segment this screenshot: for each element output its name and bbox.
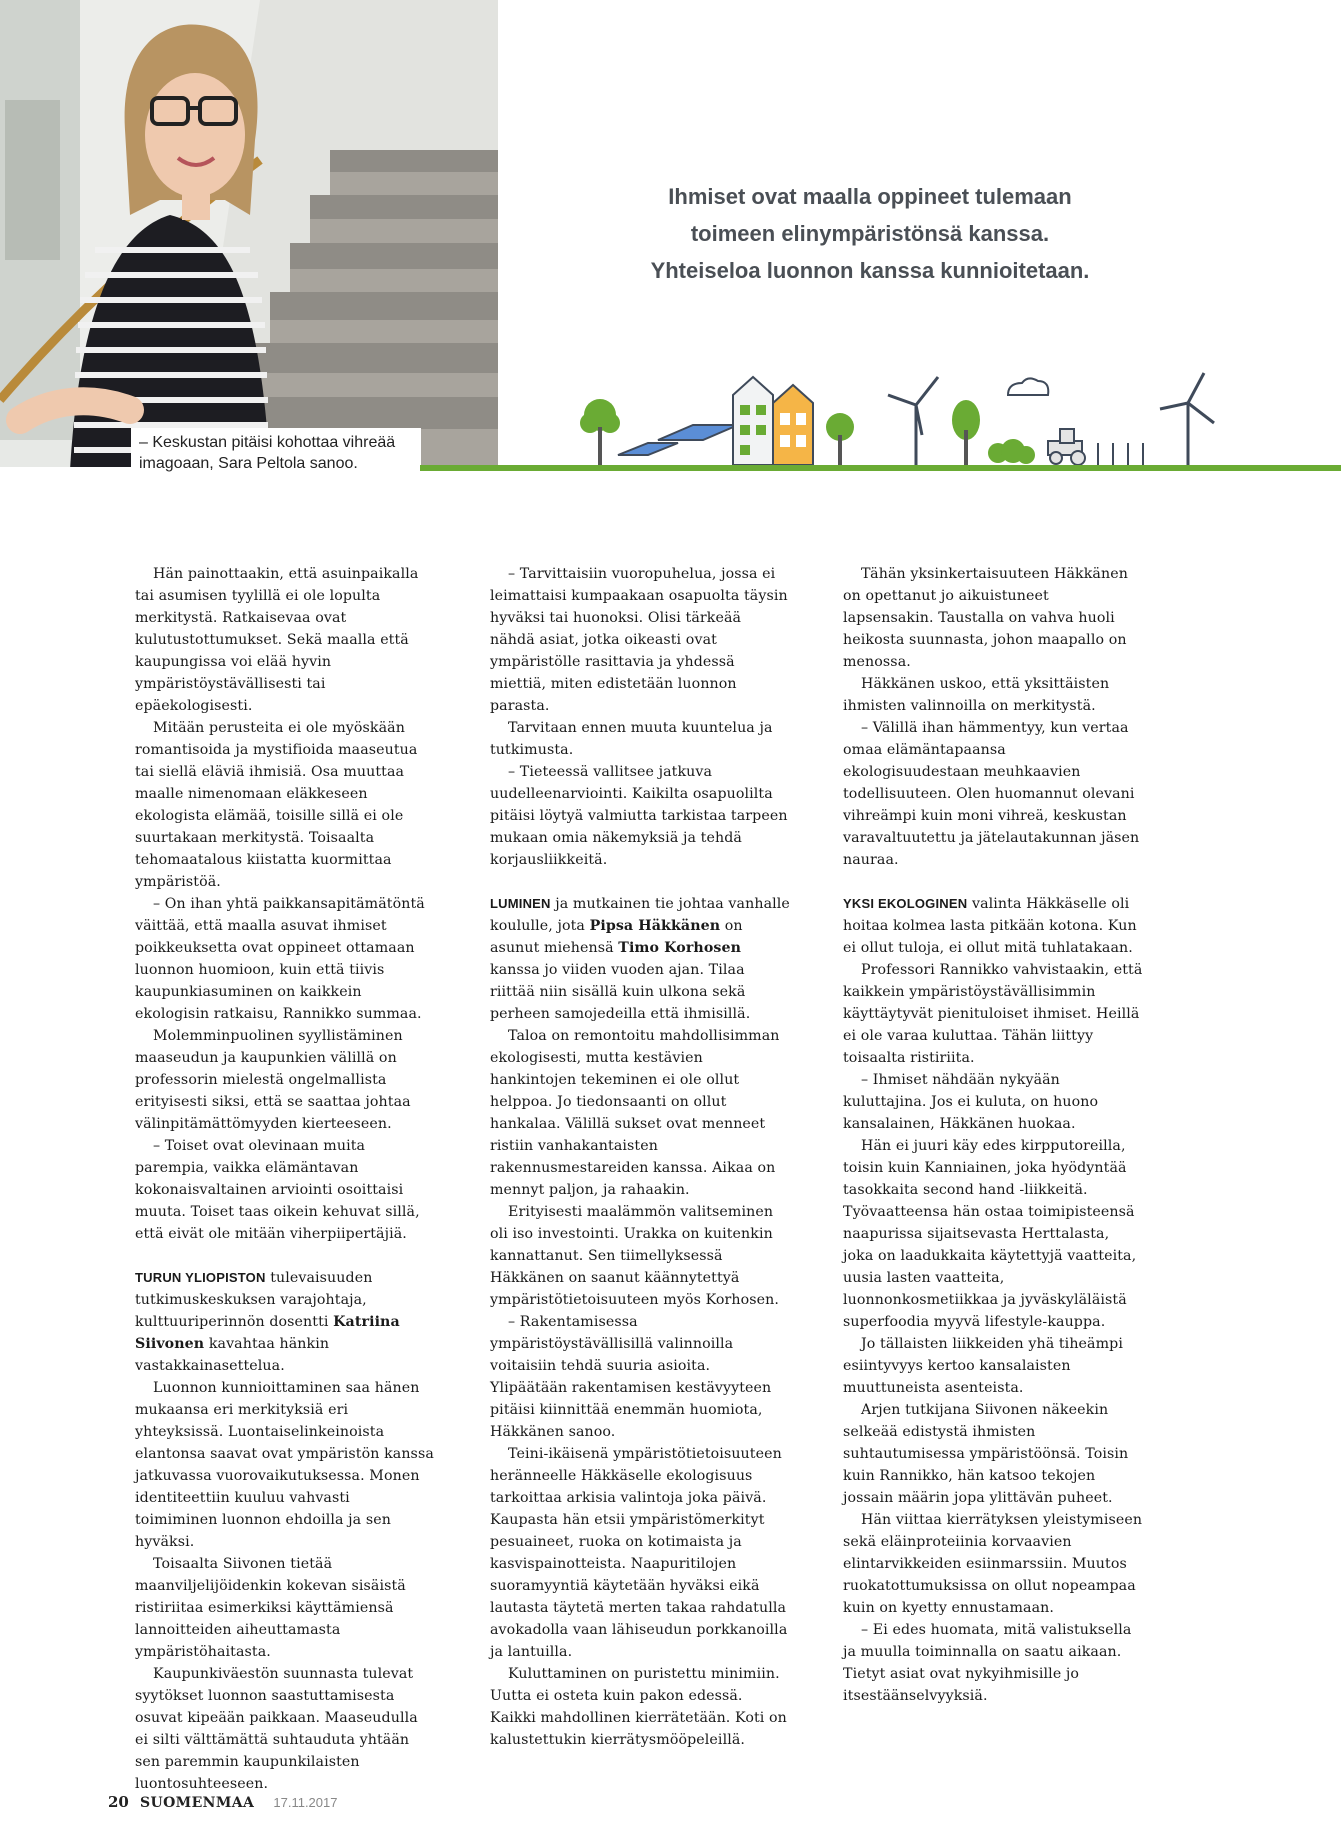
caption-line: imagoaan, Sara Peltola sanoo. bbox=[139, 455, 358, 472]
photo-caption bbox=[131, 428, 421, 473]
tree-icon bbox=[580, 399, 620, 465]
section-paragraph bbox=[843, 893, 1143, 959]
section-lead-in: TURUN YLIOPISTON bbox=[135, 1270, 266, 1285]
paragraph: Molemminpuolinen syyllistäminen maaseudun ja kaupunkien välillä on professorin mielestä ongelmallista erityisesti siksi, että se saattaa johtaa välinpitämättömyyden kierteeseen. bbox=[135, 1028, 411, 1132]
paragraph: Teini-ikäisenä ympäristötietoisuuteen heränneelle Häkkäselle ekologisuus tarkoittaa arkisia valintoja joka päivä. Kaupasta hän etsii ympäristömerkityt pesuaineet, ruoka on kotimaista ja kasvispainotteista. Naapuritilojen suoramyyntiä käytetään hyväksi eikä lautasta täytetä merten takaa rahdatulla avokadolla vaan lähiseudun porkkanoilla ja lantuilla. bbox=[490, 1446, 788, 1660]
paragraph: – Välillä ihan hämmentyy, kun vertaa omaa elämäntapaansa ekologisuudestaan meuhkaavien todellisuuteen. Olen huomannut olevani vihreämpi kuin moni vihreä, keskustan varavaltuutettu ja jätelautakunnan jäsen nauraa. bbox=[843, 720, 1140, 868]
paragraph: Arjen tutkijana Siivonen näkeekin selkeää edistystä ihmisten suhtautumisessa ympäristöönsä. Toisin kuin Rannikko, hän katsoo tekojen jossain määrin jopa ylittävän puheet. bbox=[843, 1402, 1129, 1506]
issue-date: 17.11.2017 bbox=[273, 1795, 338, 1810]
caption-line: – Keskustan pitäisi kohottaa vihreää bbox=[139, 434, 396, 451]
text-run: tulevaisuuden tutkimuskeskuksen varajohtaja, kulttuuriperinnön dosentti bbox=[135, 1270, 373, 1330]
page-footer bbox=[108, 1792, 337, 1811]
wind-turbine-icon bbox=[888, 377, 938, 465]
paragraph: – Tarvittaisiin vuoropuhelua, jossa ei leimattaisi kumpaakaan osapuolta täysin hyväksi tai huonoksi. Olisi tärkeää nähdä asiat, jotka oikeasti ovat ympäristölle rasittavia ja yhdessä miettiä, miten edistetään luonnon parasta. bbox=[490, 566, 788, 714]
paragraph: Erityisesti maalämmön valitseminen oli iso investointi. Urakka on kuitenkin kannattanut. Sen tiimellyksessä Häkkänen on saanut käännytettyä ympäristötietoisuuteen myös Korhosen. bbox=[490, 1204, 780, 1308]
paragraph: – Ihmiset nähdään nykyään kuluttajina. Jos ei kuluta, on huono kansalainen, Häkkänen huokaa. bbox=[843, 1072, 1099, 1132]
tree-icon bbox=[952, 400, 980, 465]
wind-turbine-icon bbox=[1160, 373, 1214, 465]
paragraph: – Ei edes huomata, mitä valistuksella ja muulla toiminnalla on saatu aikaan. Tietyt asiat ovat nykyihmisille jo itsestäänselvyyksiä. bbox=[843, 1622, 1132, 1704]
person-name: Timo Korhosen bbox=[618, 940, 742, 956]
pull-quote-line: Yhteiseloa luonnon kanssa kunnioitetaan. bbox=[650, 258, 1090, 283]
article-column-1 bbox=[135, 563, 435, 1795]
article-column-3 bbox=[843, 563, 1143, 1707]
text-run: on asunut miehensä bbox=[490, 918, 743, 956]
publication-name: SUOMENMAA bbox=[139, 1795, 255, 1811]
paragraph: Hän ei juuri käy edes kirpputoreilla, toisin kuin Kanniainen, joka hyödyntää tasokkaita second hand -liikkeitä. Työvaatteensa hän ostaa toimipisteensä naapurissa sijaitsevasta Herttalasta, joka on laadukkaita käytettyjä vaatteita, uusia lasten vaatteita, luonnonkosmetiikkaa ja jyväskyläläistä superfoodia myyvä lifestyle-kauppa. bbox=[843, 1138, 1137, 1330]
text-run: valinta Häkkäselle oli hoitaa kolmea lasta pitkään kotona. Kun ei ollut tuloja, ei ollut mitä tuhlatakaan. bbox=[843, 896, 1137, 956]
paragraph: – Tieteessä vallitsee jatkuva uudelleenarviointi. Kaikilta osapuolilta pitäisi löytyä valmiutta tarkistaa tarpeen mukaan omia näkemyksiä ja tehdä korjausliikkeitä. bbox=[490, 764, 788, 868]
paragraph: Luonnon kunnioittaminen saa hänen mukaansa eri merkityksiä eri yhteyksissä. Luontaiselinkeinoista elantonsa saavat ovat ympäristön kanssa jatkuvassa vuorovaikutuksessa. Monen identiteettiin kuuluu vahvasti toimiminen luonnon ehdoilla ja sen hyväksi. bbox=[135, 1380, 434, 1550]
paragraph: Taloa on remontoitu mahdollisimman ekologisesti, mutta kestävien hankintojen tekeminen ei ole ollut helppoa. Jo tiedonsaanti on ollut hankalaa. Välillä sukset ovat menneet ristiin vanhakantaisten rakennusmestareiden kanssa. Aikaa on mennyt paljon, ja rahaakin. bbox=[490, 1028, 780, 1198]
paragraph: Jo tällaisten liikkeiden yhä tiheämpi esiintyvyys kertoo kansalaisten muuttuneista asenteista. bbox=[843, 1336, 1123, 1396]
pull-quote bbox=[560, 178, 1180, 289]
bush-icon bbox=[988, 439, 1035, 464]
paragraph: Hän viittaa kierrätyksen yleistymiseen sekä eläinproteiinia korvaavien elintarvikkeiden esiinmarssiin. Muutos ruokatottumuksissa on ollut nopeampaa kuin on kyetty ennustamaan. bbox=[843, 1512, 1143, 1616]
house-icon bbox=[773, 385, 813, 465]
section-paragraph bbox=[135, 1267, 435, 1377]
portrait-photo bbox=[0, 0, 498, 467]
tree-icon bbox=[826, 413, 854, 465]
crop-icon bbox=[1098, 443, 1143, 465]
section-paragraph bbox=[490, 893, 790, 1025]
pull-quote-line: toimeen elinympäristönsä kanssa. bbox=[690, 221, 1050, 246]
paragraph: Mitään perusteita ei ole myöskään romantisoida ja mystifioida maaseutua tai siellä eläviä ihmisiä. Osa muuttaa maalle nimenomaan eläkkeseen ekologista elämää, toisille sillä ei ole suurtakaan merkitystä. Toisaalta tehomaatalous kiistatta kuormittaa ympäristöä. bbox=[135, 720, 418, 890]
tractor-icon bbox=[1048, 429, 1085, 465]
pull-quote-line: Ihmiset ovat maalla oppineet tulemaan bbox=[668, 184, 1072, 209]
paragraph: Toisaalta Siivonen tietää maanviljelijöidenkin kokevan sisäistä ristiriitaa esimerkiksi käyttämiensä lannoitteiden aiheuttamasta ympäristöhaitasta. bbox=[135, 1556, 406, 1660]
article-column-2 bbox=[490, 563, 790, 1751]
cloud-icon bbox=[1008, 378, 1048, 395]
text-run: ja mutkainen tie johtaa vanhalle koululle, jota bbox=[490, 896, 790, 934]
text-run: kavahtaa hänkin vastakkainasettelua. bbox=[135, 1336, 330, 1374]
house-icon bbox=[733, 377, 773, 465]
paragraph: Kaupunkiväestön suunnasta tulevat syytökset luonnon saastuttamisesta osuvat kipeään paikkaan. Maaseudulla ei silti välttämättä suhtauduta yhtään sen paremmin kaupunkilaisten luontosuhteeseen. bbox=[135, 1666, 418, 1792]
paragraph: Tarvitaan ennen muuta kuuntelua ja tutkimusta. bbox=[490, 720, 773, 758]
paragraph: – Rakentamisessa ympäristöystävällisillä valinnoilla voitaisiin tehdä suuria asioita. Ylipäätään rakentamisen kestävyyteen pitäisi kiinnittää enemmän huomiota, Häkkänen sanoo. bbox=[490, 1314, 772, 1440]
paragraph: Hän painottaakin, että asuinpaikalla tai asumisen tyylillä ei ole lopulta merkitystä. Ratkaisevaa ovat kulutustottumukset. Sekä maalla että kaupungissa voi elää hyvin ympäristöystävällisesti tai epäekologisesti. bbox=[135, 566, 419, 714]
page-number: 20 bbox=[108, 1793, 129, 1811]
person-name: Katriina Siivonen bbox=[135, 1314, 400, 1352]
solar-panel-icon bbox=[618, 425, 738, 455]
section-lead-in: LUMINEN bbox=[490, 896, 551, 911]
person-name: Pipsa Häkkänen bbox=[589, 918, 721, 934]
paragraph: Kuluttaminen on puristettu minimiin. Uutta ei osteta kuin pakon edessä. Kaikki mahdollinen kierrätetään. Koti on kalustettukin kierrätysmööpeleillä. bbox=[490, 1666, 787, 1748]
paragraph: – On ihan yhtä paikkansapitämätöntä väittää, että maalla asuvat ihmiset poikkeuksetta ovat oppineet ottamaan luonnon huomioon, kuin että tiivis kaupunkiasuminen on kaikkein ekologisin ratkaisu, Rannikko summaa. bbox=[135, 896, 425, 1022]
eco-landscape-illustration bbox=[578, 365, 1238, 470]
paragraph: Tähän yksinkertaisuuteen Häkkänen on opettanut jo aikuistuneet lapsensakin. Taustalla on vahva huoli heikosta suunnasta, johon maapallo on menossa. bbox=[843, 566, 1128, 670]
paragraph: – Toiset ovat olevinaan muita parempia, vaikka elämäntavan kokonaisvaltainen arviointi osoittaisi muuta. Toiset taas oikein kehuvat sillä, että eivät ole mitään viherpiipertäjiä. bbox=[135, 1138, 420, 1242]
paragraph: Häkkänen uskoo, että yksittäisten ihmisten valinnoilla on merkitystä. bbox=[843, 676, 1110, 714]
text-run: kanssa jo viiden vuoden ajan. Tilaa riittää niin sisällä kuin ulkona sekä perheen samojedeilla että ihmisillä. bbox=[490, 962, 751, 1022]
accent-rule bbox=[420, 465, 1341, 471]
section-lead-in: YKSI EKOLOGINEN bbox=[843, 896, 968, 911]
paragraph: Professori Rannikko vahvistaakin, että kaikkein ympäristöystävällisimmin käyttäytyvät pienituloiset ihmiset. Heillä ei ole varaa kuluttaa. Tähän liittyy toisaalta ristiriita. bbox=[843, 962, 1143, 1066]
